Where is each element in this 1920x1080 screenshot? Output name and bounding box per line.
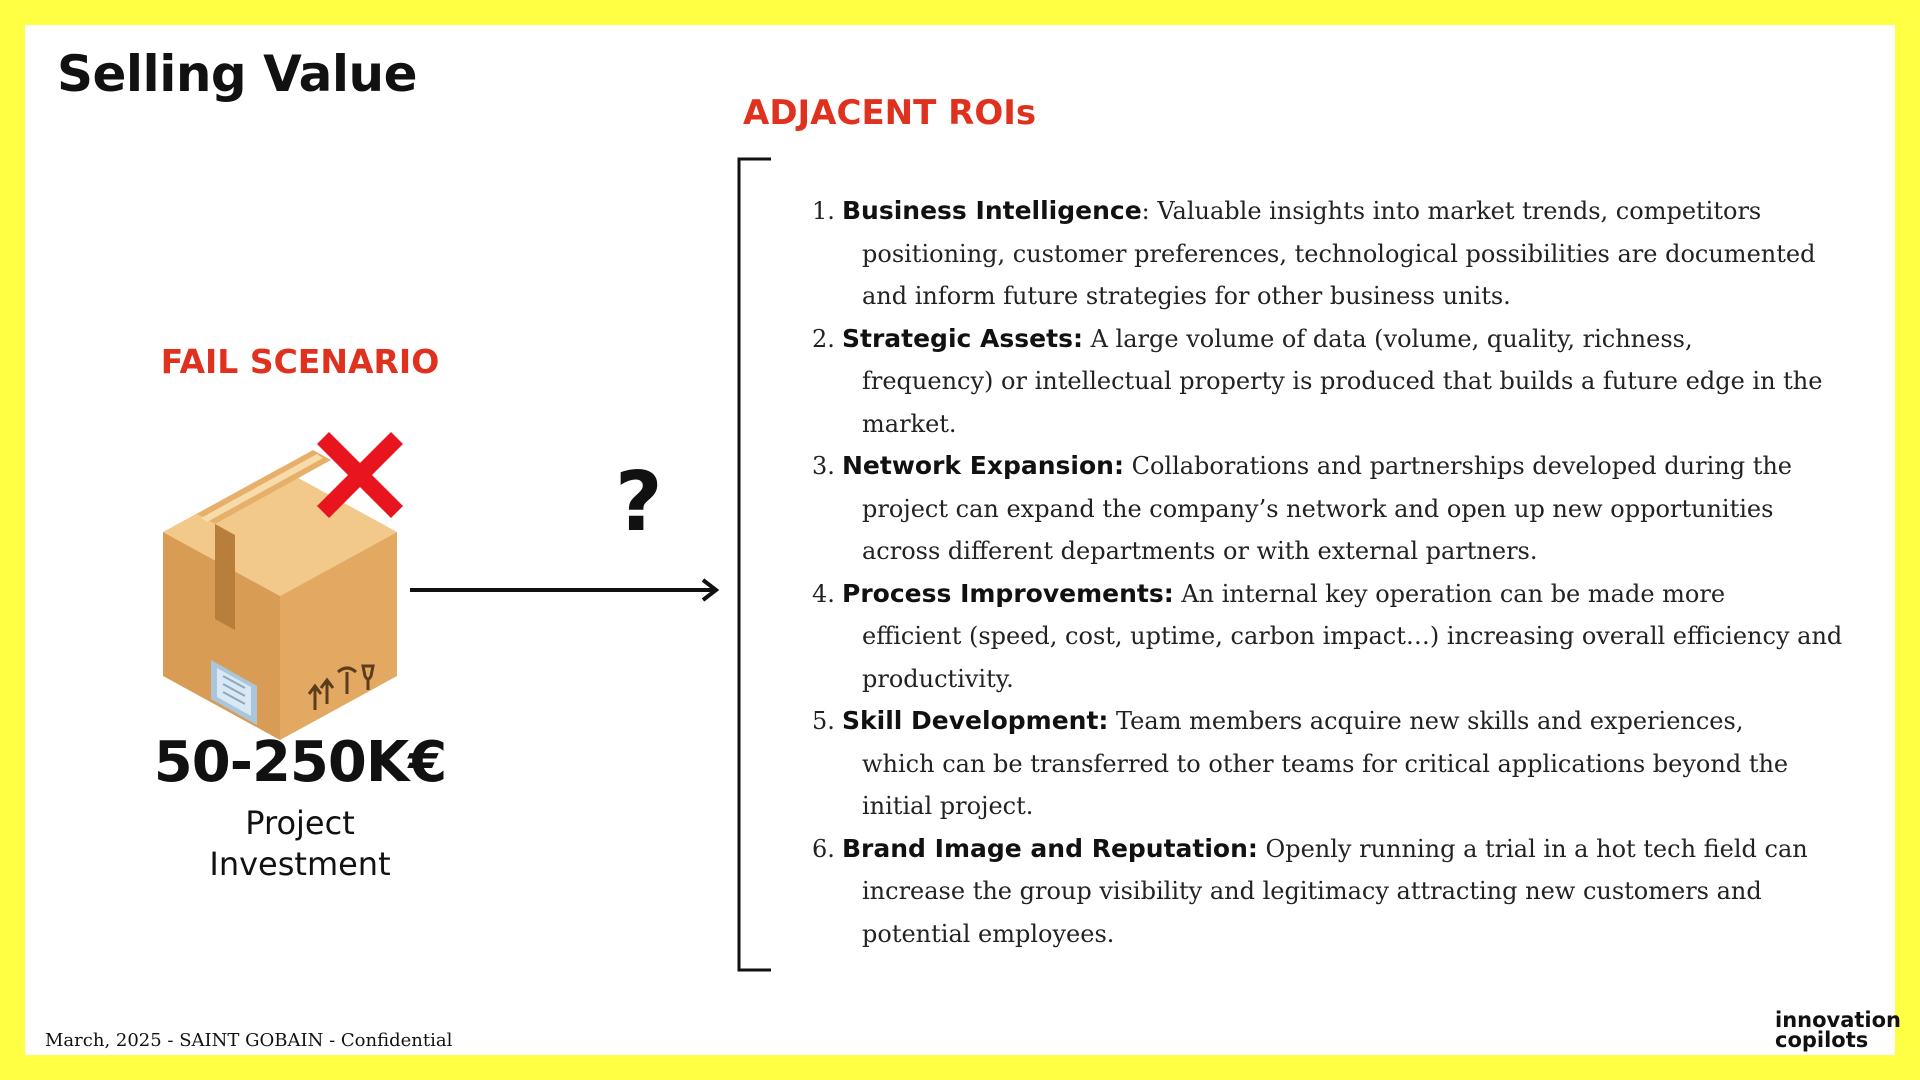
roi-description-rest: efficient (speed, cost, uptime, carbon impact…) increasing overall efficiency and productivity. [862,622,1843,693]
roi-number: 4. [812,579,835,608]
adjacent-rois-list [790,190,1850,955]
roi-description-first: Openly running a trial in a hot tech field can [1257,834,1808,863]
roi-description-rest: project can expand the company’s network and open up new opportunities across different departments or with external partners. [862,494,1774,565]
slide [25,25,1901,1055]
roi-description-rest: increase the group visibility and legitimacy attracting new customers and potential employees. [862,877,1762,948]
roi-item-brand-image [790,828,1850,956]
roi-label: Skill Development: [842,706,1109,735]
roi-separator: : [1141,197,1150,225]
logo-line2: copilots [1775,1028,1869,1052]
footer-text: March, 2025 - SAINT GOBAIN - Confidential [45,1030,453,1051]
roi-number: 1. [812,197,835,225]
investment-label-line2: Investment [209,845,391,883]
roi-description-first: Valuable insights into market trends, competitors [1149,197,1762,225]
roi-item-process-improvements [790,573,1850,701]
roi-description-first: Collaborations and partnerships developed during the [1123,452,1792,480]
roi-description-first: Team members acquire new skills and experiences, [1108,707,1744,735]
roi-description-rest: frequency) or intellectual property is produced that builds a future edge in the market. [862,367,1823,438]
roi-number: 6. [812,834,835,863]
arrow-right-icon [410,570,730,610]
roi-item-skill-development [790,700,1850,828]
roi-label: Network Expansion: [842,451,1124,480]
fail-scenario-heading: FAIL SCENARIO [160,342,440,381]
roi-description-rest: positioning, customer preferences, technological possibilities are documented and inform future strategies for other business units. [862,239,1816,310]
roi-number: 2. [812,324,835,353]
page-title: Selling Value [57,45,417,103]
roi-label: Business Intelligence [842,196,1142,225]
cross-icon [135,410,435,740]
roi-item-strategic-assets [790,318,1850,446]
roi-item-network-expansion [790,445,1850,573]
investment-label [55,803,545,885]
roi-label: Brand Image and Reputation: [842,833,1258,863]
innovation-copilots-logo [1775,1010,1901,1050]
roi-description-first: An internal key operation can be made more [1173,579,1726,608]
roi-label: Strategic Assets: [842,323,1083,353]
adjacent-rois-heading: ADJACENT ROIs [743,93,1037,133]
roi-label: Process Improvements: [842,578,1174,608]
left-bracket [737,157,773,972]
investment-amount: 50-250K€ [153,730,447,795]
roi-description-first: A large volume of data (volume, quality, richness, [1082,324,1693,353]
roi-number: 5. [812,707,835,735]
roi-item-business-intelligence [790,190,1850,318]
question-mark: ? [615,455,663,550]
roi-description-rest: which can be transferred to other teams for critical applications beyond the initial project. [862,749,1789,820]
logo-line1: innovation [1775,1008,1901,1032]
roi-number: 3. [812,452,835,480]
investment-label-line1: Project [245,804,355,842]
